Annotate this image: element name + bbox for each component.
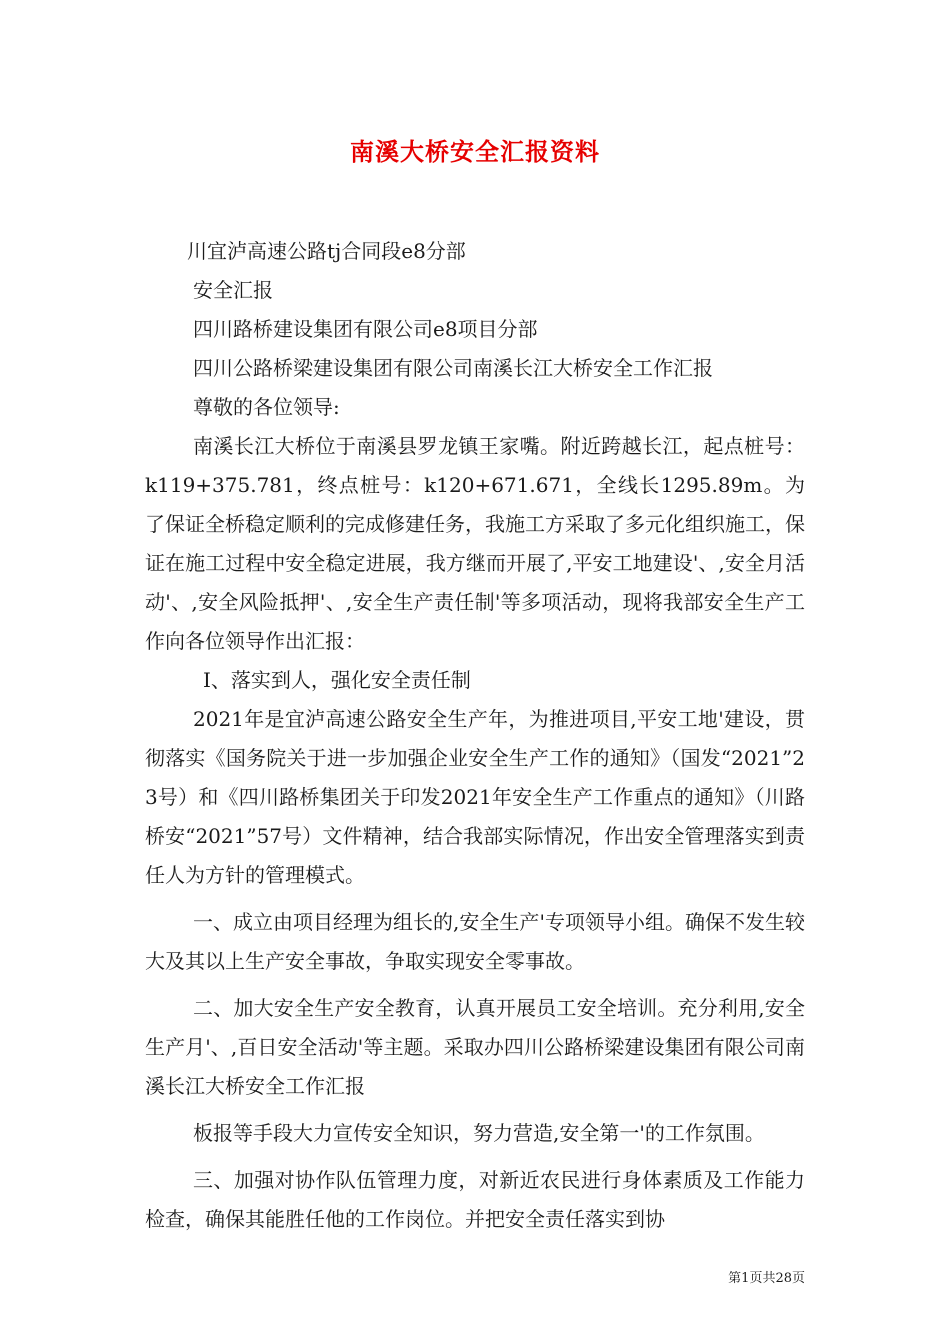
paragraph-item-one: 一、成立由项目经理为组长的,安全生产'专项领导小组。确保不发生较大及其以上生产安全事故，争取实现安全零事故。 [145,910,805,973]
paragraph-contract-section: 川宜泸高速公路tj合同段e8分部 [187,239,466,263]
paragraph-company-branch: 四川路桥建设集团有限公司e8项目分部 [193,317,538,341]
paragraph-salutation: 尊敬的各位领导: [193,395,340,419]
paragraph-report-title: 四川公路桥梁建设集团有限公司南溪长江大桥安全工作汇报 [193,356,713,380]
paragraph-item-three: 三、加强对协作队伍管理力度，对新近农民进行身体素质及工作能力检查，确保其能胜任他的工作岗位。并把安全责任落实到协 [145,1168,805,1231]
page-number-footer: 第1页共28页 [728,1271,805,1286]
paragraph-report-heading: 安全汇报 [193,278,273,302]
document-body [145,232,805,1239]
paragraph-item-two: 二、加大安全生产安全教育，认真开展员工安全培训。充分利用,安全生产月'、,百日安全活动'等主题。采取办四川公路桥梁建设集团有限公司南溪长江大桥安全工作汇报 [145,996,805,1098]
paragraph-bridge-overview: 南溪长江大桥位于南溪县罗龙镇王家嘴。附近跨越长江，起点桩号：k119+375.781，终点桩号：k120+671.671，全线长1295.89m。为了保证全桥稳定顺利的完成修建任务，我施工方采取了多元化组织施工，保证在施工过程中安全稳定进展，我方继而开展了,平安工地建设'、,安全月活动'、,安全风险抵押'、,安全生产责任制'等多项活动，现将我部安全生产工作向各位领导作出汇报： [145,434,805,653]
section-heading-responsibility: Ⅰ、落实到人，强化安全责任制 [203,668,471,692]
paragraph-safety-year: 2021年是宜泸高速公路安全生产年，为推进项目,平安工地'建设，贯彻落实《国务院关于进一步加强企业安全生产工作的通知》（国发“2021”23号）和《四川路桥集团关于印发2021年安全生产工作重点的通知》（川路桥安“2021”57号）文件精神，结合我部实际情况，作出安全管理落实到责任人为方针的管理模式。 [145,707,805,887]
document-title: 南溪大桥安全汇报资料 [350,137,600,166]
paragraph-item-two-continued: 板报等手段大力宣传安全知识，努力营造,安全第一'的工作氛围。 [193,1121,765,1145]
